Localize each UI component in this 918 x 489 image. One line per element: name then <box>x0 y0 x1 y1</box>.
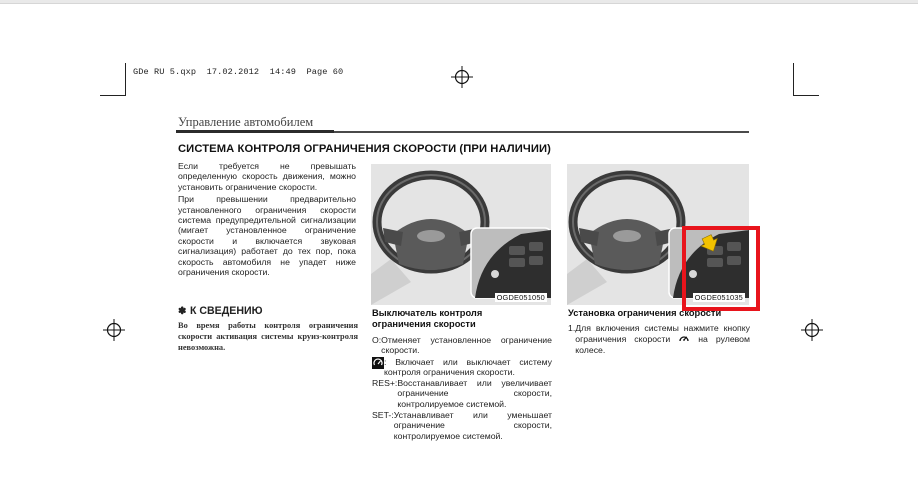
figure-caption: Установка ограничения скорости <box>568 308 722 318</box>
definition-desc: Восстанавливает или увеличивает ограничение скорости, контролируемое системой. <box>397 378 552 409</box>
figure-caption: Выключатель контроля ограничения скорости <box>372 308 483 330</box>
definition-row <box>372 378 552 409</box>
step-item <box>568 323 750 355</box>
notice-text: Во время работы контроля ограничения скорости активация системы круиз-контроля невозможна. <box>178 321 358 352</box>
steering-wheel-illustration <box>371 164 551 305</box>
definition-term: SET-: <box>372 410 394 421</box>
definition-desc: Устанавливает или уменьшает ограничение скорости, контролируемое системой. <box>393 410 552 441</box>
notice-heading <box>178 305 263 317</box>
step-number: 1. <box>568 323 576 333</box>
crop-mark <box>125 63 126 96</box>
intro-paragraph: При превышении предварительно установленного ограничения скорости система предупредительной сигнализации (мигает установленное ограничение скорости и включается звуковая сигнализация) работает до тех пор, пока скорость автомобиля не упадет ниже ограничения скорости. <box>178 194 356 278</box>
definition-row <box>372 335 552 356</box>
section-title: Управление автомобилем <box>178 115 314 129</box>
switch-definitions <box>372 335 552 442</box>
intro-paragraph: Если требуется не превышать определенную скорость движения, можно установить ограничение скорости. <box>178 161 356 192</box>
speed-limiter-icon <box>678 333 690 344</box>
figure-code: OGDE051050 <box>496 293 545 302</box>
figure-code: OGDE051035 <box>694 293 743 302</box>
registration-mark-icon <box>103 319 125 341</box>
definition-desc: : Включает или выключает систему контроля ограничения скорости. <box>384 356 552 377</box>
print-header: GDe RU 5.qxp 17.02.2012 14:49 Page 60 <box>133 67 344 77</box>
speed-limiter-icon <box>372 357 384 369</box>
step-text-end: на рулевом колесе. <box>575 334 750 355</box>
notice-title: К СВЕДЕНИЮ <box>189 305 263 317</box>
section-divider-accent <box>176 130 334 133</box>
page-heading: СИСТЕМА КОНТРОЛЯ ОГРАНИЧЕНИЯ СКОРОСТИ (ПРИ НАЛИЧИИ) <box>178 143 551 155</box>
crop-mark <box>793 63 794 96</box>
definition-desc: Отменяет установленное ограничение скорости. <box>381 335 552 356</box>
definition-row <box>372 410 552 441</box>
registration-mark-icon <box>801 319 823 341</box>
step-text <box>575 323 750 355</box>
crop-mark <box>100 95 126 96</box>
highlight-box <box>682 226 760 311</box>
definition-term: O: <box>372 335 382 345</box>
crop-mark <box>793 95 819 96</box>
top-bar <box>0 0 918 4</box>
step-text-main: Для включения системы нажмите кнопку ограничения скорости <box>575 323 750 345</box>
intro-column <box>178 161 356 279</box>
setting-steps <box>568 323 750 355</box>
figure-steering-switch <box>371 164 551 305</box>
notice-star-icon: ✽ <box>178 306 187 317</box>
definition-row <box>372 357 552 378</box>
definition-term: RES+: <box>372 378 398 389</box>
registration-mark-icon <box>451 66 473 88</box>
definition-term <box>372 357 384 378</box>
